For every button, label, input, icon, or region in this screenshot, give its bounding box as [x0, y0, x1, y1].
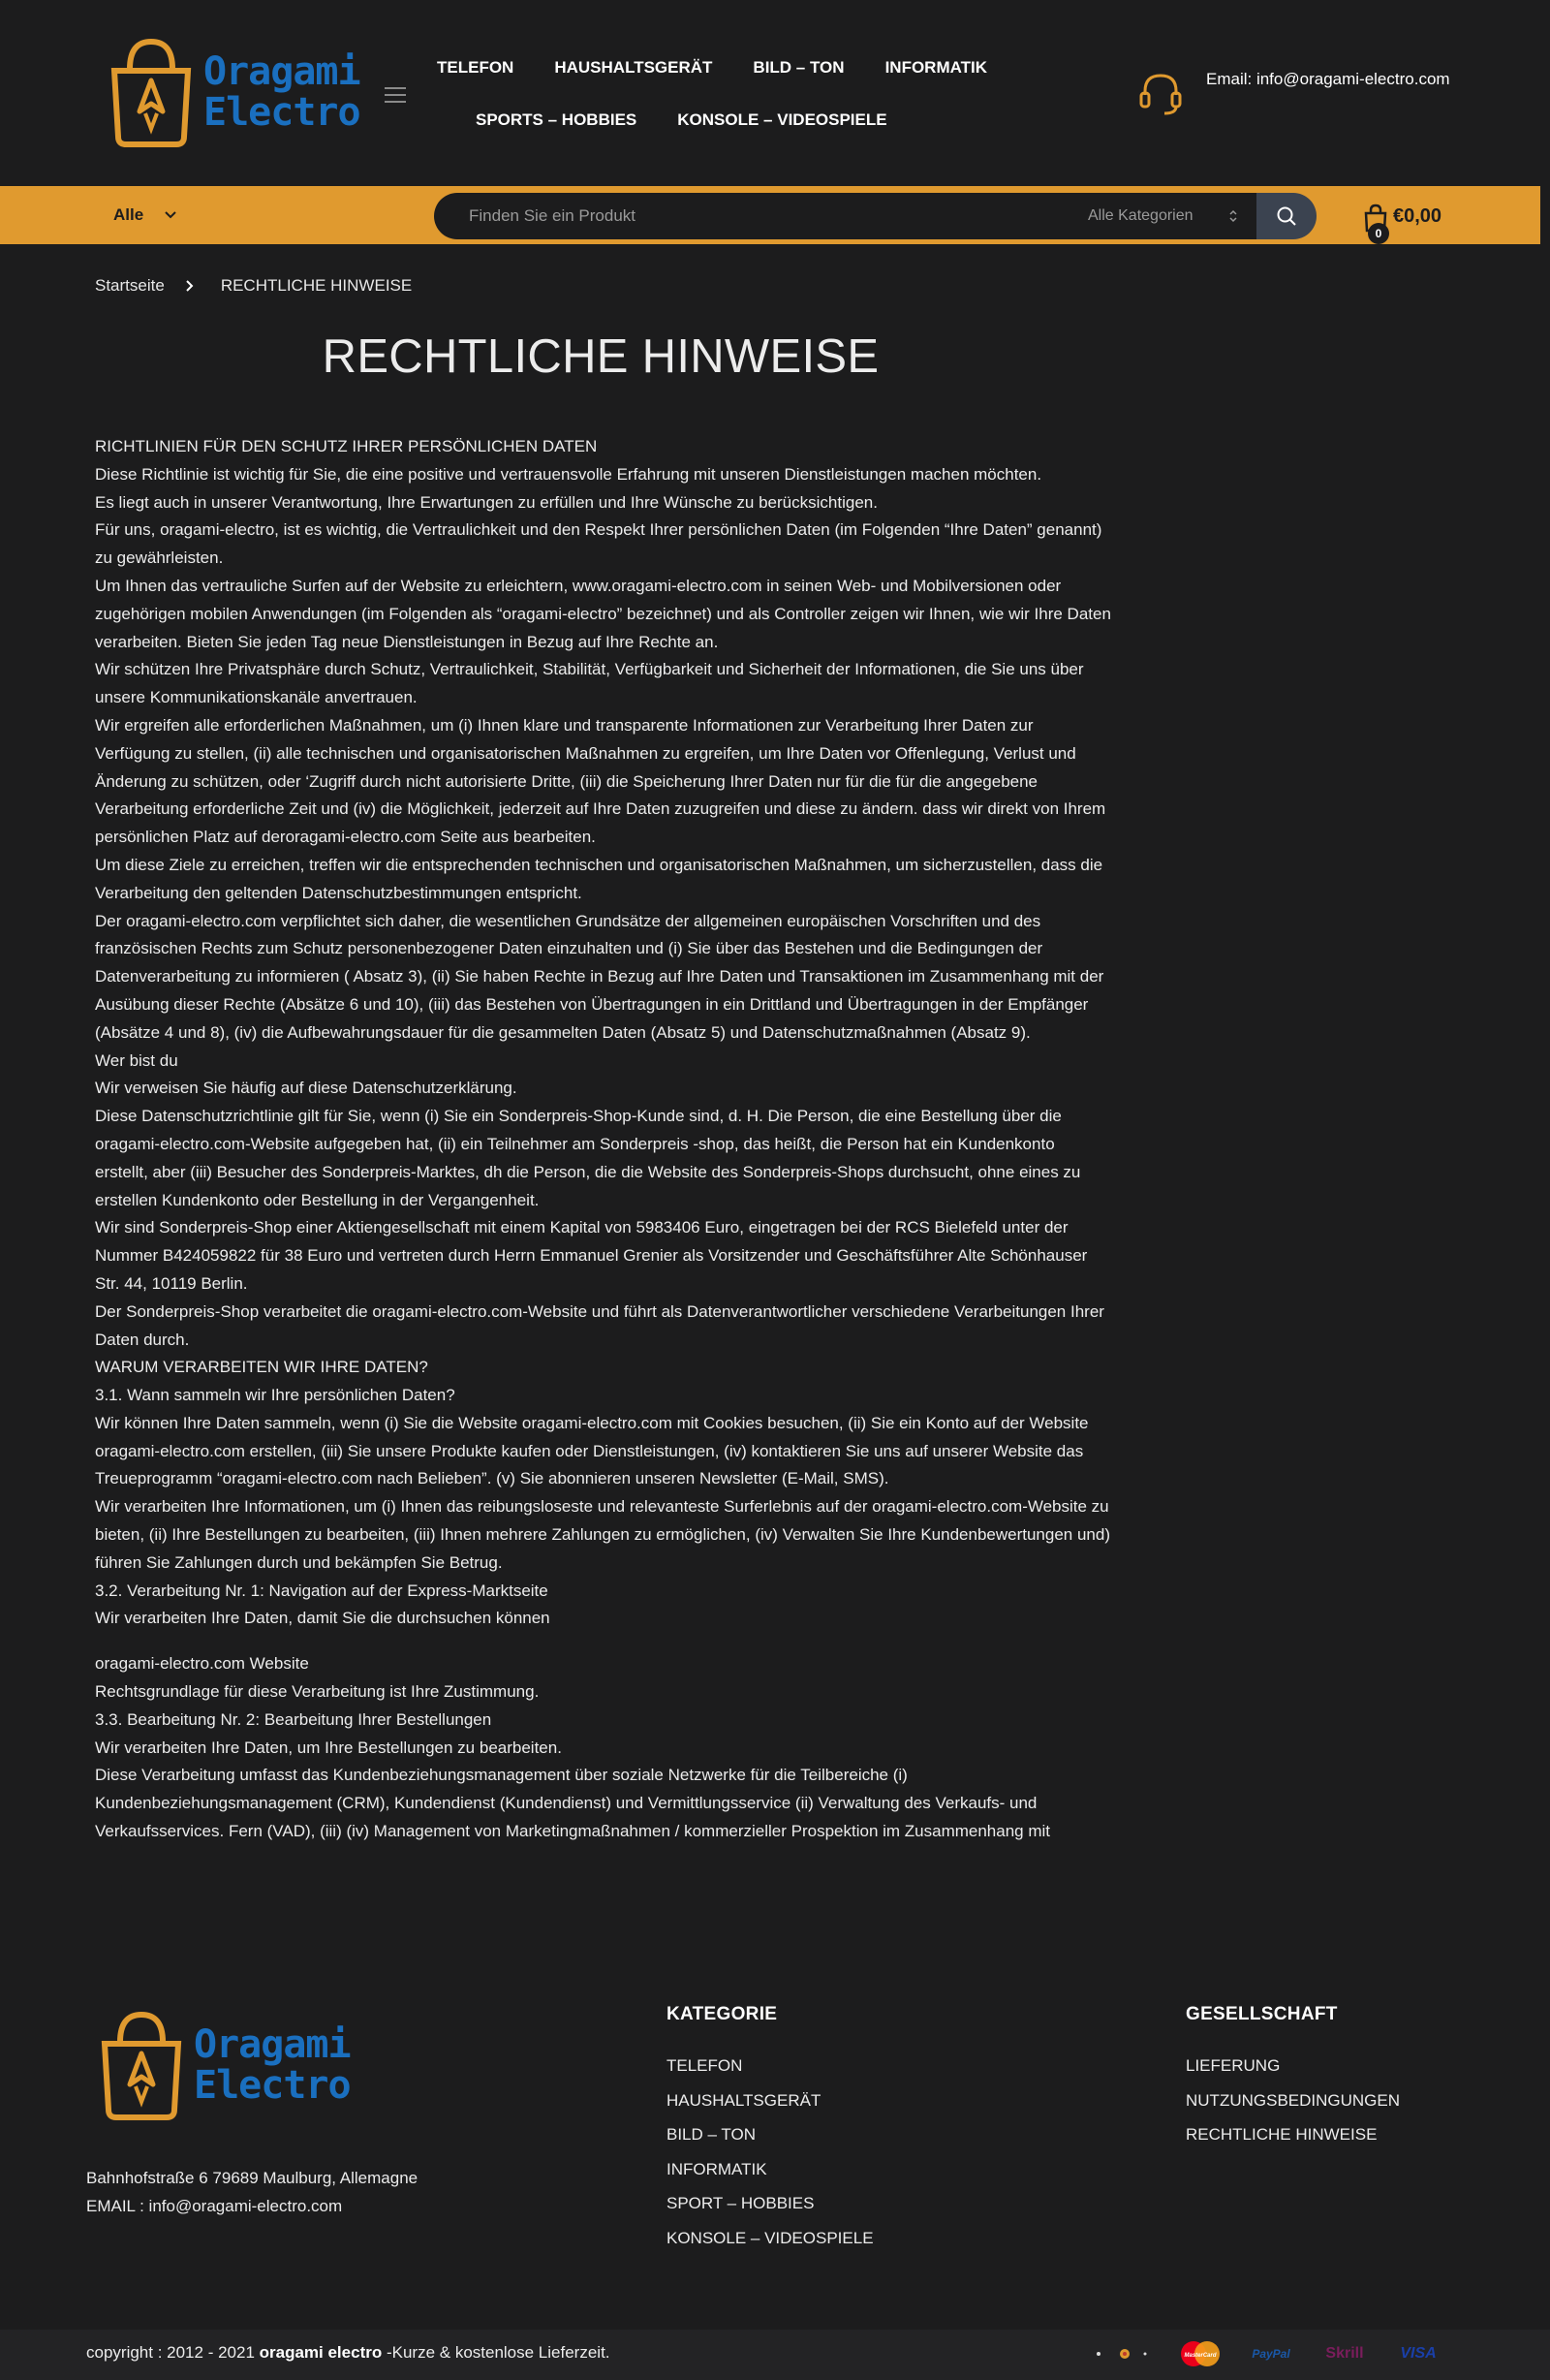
mastercard-icon [1175, 2339, 1225, 2368]
breadcrumb [95, 276, 412, 296]
paragraph: Der Sonderpreis-Shop verarbeitet die oragami-electro.com-Website und führt als Datenverantwortlicher verschiedene Verarbeitungen Ihrer Daten durch. [95, 1301, 1104, 1349]
nav-haushaltsgeraet[interactable]: HAUSHALTSGERÄT [554, 58, 713, 77]
footer-link-bild-ton[interactable]: BILD – TON [666, 2125, 756, 2145]
paragraph: Um diese Ziele zu erreichen, treffen wir die entsprechenden technischen und organisatorischen Maßnahmen, um sicherzustellen, dass die Verarbeitung den geltenden Datenschutzbestimmungen entspricht. [95, 855, 1103, 902]
search-input[interactable] [469, 193, 1070, 239]
search-button[interactable] [1256, 193, 1317, 239]
footer-link-informatik[interactable]: INFORMATIK [666, 2159, 767, 2178]
footer-address-block [86, 2165, 418, 2220]
logo-line-2: Electro [203, 90, 360, 135]
footer-link-konsole-videospiele[interactable]: KONSOLE – VIDEOSPIELE [666, 2228, 874, 2247]
paragraph: Diese Datenschutzrichtlinie gilt für Sie, wenn (i) Sie ein Sonderpreis-Shop-Kunde sind, d. H. Die Person, die eine Bestellung über die oragami-electro.com-Website aufgegeben hat, (ii) ein Teilnehmer am Sonderpreis -shop, das heißt, die Person hat ein Kundenkonto erstellt, aber (iii) Besucher des Sonderpreis-Marktes, dh die Person, die die Website des Sonderpreis-Shops durchsucht, ohne eines zu erstellen Kundenkonto oder Bestellung in der Vergangenheit. [95, 1107, 1081, 1209]
copyright-prefix: copyright : 2012 - 2021 [86, 2343, 260, 2362]
nav-konsole-videospiele[interactable]: KONSOLE – VIDEOSPIELE [677, 110, 887, 129]
nav-telefon[interactable]: TELEFON [437, 58, 514, 77]
search-bar [0, 186, 1540, 244]
paragraph: Wer bist du [95, 1050, 178, 1070]
headset-icon [1135, 68, 1186, 118]
logo-wordmark [203, 51, 360, 133]
paragraph: RICHTLINIEN FÜR DEN SCHUTZ IHRER PERSÖNLICHEN DATEN [95, 437, 598, 455]
site-logo[interactable] [107, 35, 368, 149]
paragraph: Wir können Ihre Daten sammeln, wenn (i) Sie die Website oragami-electro.com mit Cookies besuchen, (ii) Sie ein Konto auf der Website oragami-electro.com erstellen, (iii) Sie unsere Produkte kaufen oder Dienstleistungen, (iv) kontaktieren Sie uns auf unserer Website das Treueprogramm “oragami-electro.com nach Belieben”. (v) Sie abonnieren unseren Newsletter (E-Mail, SMS). [95, 1413, 1089, 1488]
paragraph: Wir verweisen Sie häufig auf diese Datenschutzerklärung. [95, 1079, 517, 1098]
footer-link-rechtliche-hinweise[interactable]: RECHTLICHE HINWEISE [1186, 2125, 1378, 2145]
contact-email[interactable]: Email: info@oragami-electro.com [1206, 70, 1450, 88]
nav-informatik[interactable]: INFORMATIK [884, 58, 988, 77]
visa-icon: VISA [1400, 2345, 1437, 2362]
chevron-down-icon [165, 211, 176, 219]
footer-email[interactable]: EMAIL : info@oragami-electro.com [86, 2196, 343, 2215]
page-title: RECHTLICHE HINWEISE [322, 330, 880, 383]
chevron-right-icon [186, 280, 194, 292]
nav-bild-ton[interactable]: BILD – TON [753, 58, 845, 77]
nav-row-2 [417, 109, 998, 132]
scope-dropdown[interactable] [113, 205, 176, 225]
payment-misc-icon [1093, 2339, 1149, 2368]
paragraph: oragami-electro.com Website [95, 1654, 309, 1674]
logo-line-1: Oragami [203, 49, 360, 94]
footer-address: Bahnhofstraße 6 79689 Maulburg, Allemagne [86, 2169, 418, 2187]
paragraph: Der oragami-electro.com verpflichtet sich daher, die wesentlichen Grundsätze der allgemeinen europäischen Vorschriften und des französischen Rechts zum Schutz personenbezogener Daten einzuhalten und (i) Sie über das Bestehen und die Bedingungen der Datenverarbeitung zu informieren ( Absatz 3), (ii) Sie haben Rechte in Bezug auf Ihre Daten und Transaktionen im Zusammenhang mit der Ausübung dieser Rechte (Absätze 6 und 10), (iii) das Bestehen von Übertragungen in ein Drittland und Übertragungen in der Empfänger (Absätze 4 und 8), (iv) die Aufbewahrungsdauer für die gesammelten Daten (Absatz 5) und Datenschutzmaßnahmen (Absatz 9). [95, 911, 1104, 1042]
main-nav [417, 56, 998, 132]
cart-total: €0,00 [1393, 205, 1442, 227]
footer-kategorie [666, 2004, 874, 2256]
footer-logo[interactable] [97, 2009, 351, 2121]
bottom-bar [0, 2330, 1550, 2380]
logo-line-1: Oragami [194, 2022, 351, 2067]
breadcrumb-current: RECHTLICHE HINWEISE [220, 276, 413, 295]
legal-content [95, 433, 1112, 1846]
cart-count-badge: 0 [1368, 223, 1389, 244]
menu-toggle-icon[interactable] [385, 87, 406, 105]
copyright-suffix: -Kurze & kostenlose Lieferzeit. [382, 2343, 610, 2362]
paragraph: Wir verarbeiten Ihre Informationen, um (i) Ihnen das reibungsloseste und relevanteste Surferlebnis auf der oragami-electro.com-Website zu bieten, (ii) Ihre Bestellungen zu bearbeiten, (iii) Ihnen mehrere Zahlungen zu ermöglichen, (iv) Verwalten Sie Ihre Kundenbewertungen und) führen Sie Zahlungen durch und bekämpfen Sie Betrug. [95, 1497, 1110, 1572]
footer-gesellschaft-title: GESELLSCHAFT [1186, 2004, 1338, 2024]
footer-gesellschaft [1186, 2004, 1400, 2152]
copyright-text [86, 2343, 610, 2363]
paypal-icon: PayPal [1252, 2347, 1290, 2361]
nav-sports-hobbies[interactable]: SPORTS – HOBBIES [476, 110, 637, 129]
mastercard-label: MasterCard [1184, 2353, 1217, 2359]
footer-link-lieferung[interactable]: LIEFERUNG [1186, 2056, 1281, 2075]
footer-link-telefon[interactable]: TELEFON [666, 2056, 743, 2075]
paragraph: Für uns, oragami-electro, ist es wichtig, die Vertraulichkeit und den Respekt Ihrer persönlichen Daten (im Folgenden “Ihre Daten” genannt) zu gewährleisten. [95, 520, 1102, 568]
footer-kategorie-title: KATEGORIE [666, 2004, 778, 2024]
breadcrumb-home[interactable]: Startseite [95, 276, 165, 295]
paragraph: Wir verarbeiten Ihre Daten, um Ihre Bestellungen zu bearbeiten. [95, 1738, 562, 1757]
paragraph: Diese Richtlinie ist wichtig für Sie, die eine positive und vertrauensvolle Erfahrung mit unseren Dienstleistungen machen möchten. [95, 464, 1042, 484]
paragraph: Es liegt auch in unserer Verantwortung, Ihre Erwartungen zu erfüllen und Ihre Wünsche zu berücksichtigen. [95, 492, 878, 512]
paragraph: Wir verarbeiten Ihre Daten, damit Sie die durchsuchen können [95, 1609, 550, 1628]
site-header [0, 0, 1550, 186]
paragraph: Um Ihnen das vertrauliche Surfen auf der Website zu erleichtern, www.oragami-electro.com in seinen Web- und Mobilversionen oder zugehörigen mobilen Anwendungen (im Folgenden als “oragami-electro” bezeichnet) und als Controller zeigen wir Ihnen, wie wir Ihre Daten verarbeiten. Bieten Sie jeden Tag neue Dienstleistungen in Bezug auf Ihre Rechte an. [95, 576, 1111, 651]
copyright-brand: oragami electro [259, 2343, 383, 2362]
logo-wordmark [194, 2024, 351, 2106]
paragraph: 3.3. Bearbeitung Nr. 2: Bearbeitung Ihrer Bestellungen [95, 1709, 492, 1729]
paragraph: WARUM VERARBEITEN WIR IHRE DATEN? [95, 1358, 428, 1377]
paragraph: Diese Verarbeitung umfasst das Kundenbeziehungsmanagement über soziale Netzwerke für die Teilbereiche (i) Kundenbeziehungsmanagement (CRM), Kundendienst (Kundendienst) und Vermittlungsservice (ii) Verwaltung des Verkaufs- und Verkaufsservices. Fern (VAD), (iii) (iv) Management von Marketingmaßnahmen / kommerzieller Prospektion im Zusammenhang mit [95, 1766, 1051, 1841]
paragraph: 3.1. Wann sammeln wir Ihre persönlichen Daten? [95, 1386, 455, 1405]
scope-label: Alle [113, 205, 144, 224]
cart-button[interactable] [1358, 200, 1455, 238]
paragraph: 3.2. Verarbeitung Nr. 1: Navigation auf der Express-Marktseite [95, 1581, 548, 1600]
paragraph: Wir ergreifen alle erforderlichen Maßnahmen, um (i) Ihnen klare und transparente Informationen zur Verarbeitung Ihrer Daten zur Verfügung zu stellen, (ii) alle technischen und organisatorischen Maßnahmen zu ergreifen, um Ihre Daten vor Offenlegung, Verlust und Änderung zu schützen, oder ‘Zugriff durch nicht autorisierte Dritte, (iii) die Speicherung Ihrer Daten nur für die für die angegebene Verarbeitung erforderliche Zeit und (iv) die Möglichkeit, jederzeit auf Ihre Daten zuzugreifen und diese zu ändern. dass wir direkt von Ihrem persönlichen Platz auf deroragami-electro.com Seite aus bearbeiten. [95, 715, 1106, 847]
select-arrows-icon [1228, 209, 1238, 223]
skrill-icon: Skrill [1325, 2345, 1364, 2362]
nav-row-1 [417, 56, 998, 79]
search-icon [1276, 205, 1297, 227]
paragraph: Rechtsgrundlage für diese Verarbeitung ist Ihre Zustimmung. [95, 1682, 540, 1702]
paragraph: Wir schützen Ihre Privatsphäre durch Schutz, Vertraulichkeit, Stabilität, Verfügbarkeit und Sicherheit der Informationen, die Sie uns über unsere Kommunikationskanäle anvertrauen. [95, 660, 1084, 707]
footer-link-sport-hobbies[interactable]: SPORT – HOBBIES [666, 2194, 815, 2213]
category-select[interactable]: Alle Kategorien [1088, 207, 1194, 224]
shopping-bag-logo-icon [97, 2009, 186, 2121]
search-box [434, 193, 1257, 239]
footer-link-haushaltsgeraet[interactable]: HAUSHALTSGERÄT [666, 2090, 822, 2110]
logo-line-2: Electro [194, 2063, 351, 2108]
shopping-bag-logo-icon [107, 36, 196, 148]
footer-link-nutzungsbedingungen[interactable]: NUTZUNGSBEDINGUNGEN [1186, 2090, 1401, 2110]
paragraph: Wir sind Sonderpreis-Shop einer Aktiengesellschaft mit einem Kapital von 5983406 Euro, eingetragen bei der RCS Bielefeld unter der Nummer B424059822 für 38 Euro und vertreten durch Herrn Emmanuel Grenier als Vorsitzender und Geschäftsführer Alte Schönhauser Str. 44, 10119 Berlin. [95, 1218, 1088, 1293]
